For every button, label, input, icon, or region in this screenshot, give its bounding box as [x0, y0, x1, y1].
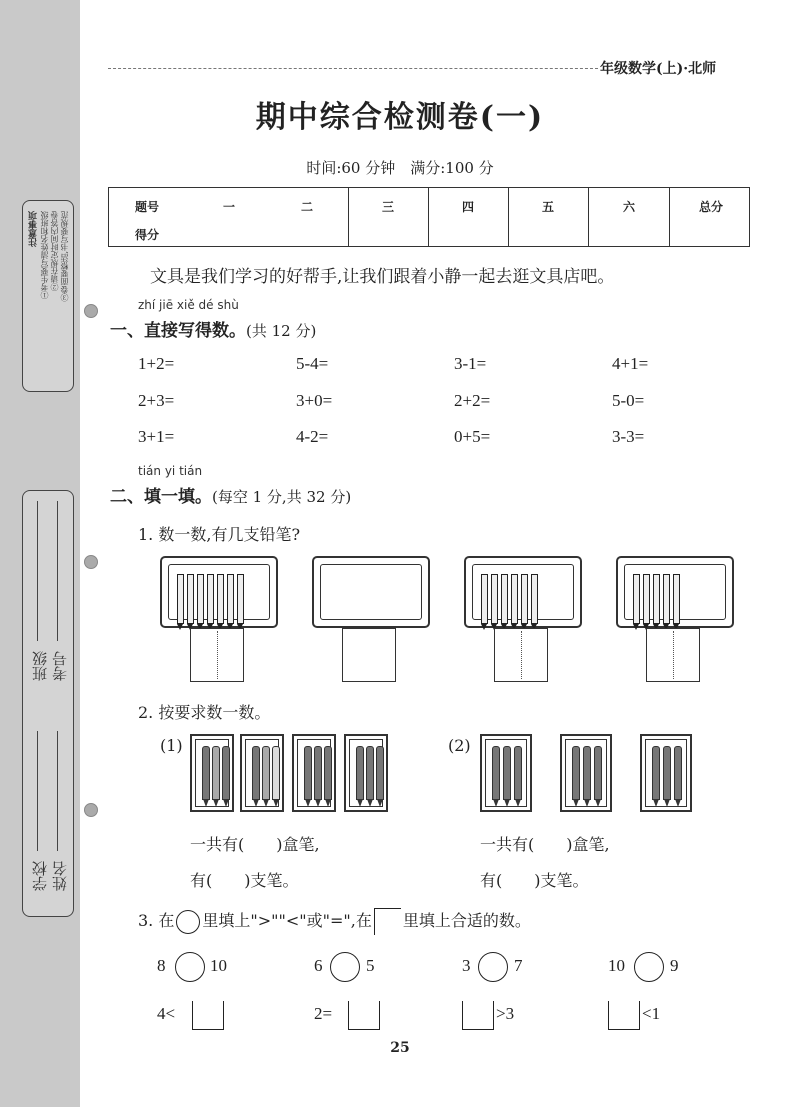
equation: 2+3= — [138, 391, 175, 410]
score-header: 三 — [382, 200, 395, 214]
compare-right: 9 — [670, 956, 679, 975]
score-header: 题号 — [135, 200, 160, 214]
header-dashed-line — [108, 68, 598, 69]
pen-box — [560, 734, 612, 812]
notes-title: 注意事项 — [29, 211, 39, 247]
fill-box[interactable] — [348, 1001, 380, 1030]
score-row-label: 得分 — [135, 228, 160, 242]
pen-icon — [304, 746, 312, 800]
q2-text-a2: 一共有( )盒笔, — [480, 835, 610, 854]
pencil-icon — [633, 574, 640, 624]
question-3: 3. 在 里填上">""<"或"=",在 里填上合适的数。 — [138, 908, 531, 935]
pencil-icon — [187, 574, 194, 624]
box-symbol — [374, 908, 401, 935]
answer-box[interactable] — [190, 628, 244, 682]
time-score-info: 时间:60 分钟 满分:100 分 — [306, 159, 494, 177]
group-label-1: (1) — [160, 736, 183, 755]
pencil-icon — [663, 574, 670, 624]
pen-icon — [272, 746, 280, 800]
equation: 4+1= — [612, 354, 649, 373]
pen-icon — [324, 746, 332, 800]
pen-box — [640, 734, 692, 812]
pencil-icon — [197, 574, 204, 624]
note-1: ①考生要写清姓名和班级 — [40, 211, 49, 299]
equation: 3-1= — [454, 354, 487, 373]
pen-icon — [652, 746, 660, 800]
pencil-tray — [312, 556, 430, 628]
pencil-icon — [653, 574, 660, 624]
number-label: 考号 — [51, 651, 69, 681]
equation: 1+2= — [138, 354, 175, 373]
page-title: 期中综合检测卷(一) — [255, 100, 545, 135]
equation: 5-0= — [612, 391, 645, 410]
class-label: 班级 — [31, 651, 49, 681]
equation: 0+5= — [454, 427, 491, 446]
pen-icon — [572, 746, 580, 800]
intro-text: 文具是我们学习的好帮手,让我们跟着小静一起去逛文具店吧。 — [150, 267, 615, 287]
pencil-icon — [673, 574, 680, 624]
page-number: 25 — [390, 1040, 410, 1056]
pen-icon — [583, 746, 591, 800]
q2-text-b1: 有( )支笔。 — [190, 871, 299, 890]
student-info-box — [22, 490, 74, 917]
pencil-tray — [616, 556, 734, 628]
score-header: 一 — [223, 200, 236, 214]
group-label-2: (2) — [448, 736, 471, 755]
pencil-icon — [521, 574, 528, 624]
pencil-icon — [501, 574, 508, 624]
pen-box — [240, 734, 284, 812]
punch-hole — [84, 803, 98, 817]
pencil-icon — [217, 574, 224, 624]
pen-box — [344, 734, 388, 812]
compare-circle[interactable] — [634, 952, 664, 982]
compare-left: 8 — [157, 956, 166, 975]
pencil-icon — [237, 574, 244, 624]
pen-icon — [222, 746, 230, 800]
score-header: 四 — [462, 200, 475, 214]
fill-before: 4< — [157, 1004, 176, 1023]
punch-hole — [84, 304, 98, 318]
pen-icon — [252, 746, 260, 800]
answer-box[interactable] — [646, 628, 700, 682]
pen-icon — [314, 746, 322, 800]
punch-hole — [84, 555, 98, 569]
equation: 3+0= — [296, 391, 333, 410]
section2-heading: 二、填一填。(每空 1 分,共 32 分) — [110, 487, 352, 507]
pen-icon — [503, 746, 511, 800]
compare-circle[interactable] — [175, 952, 205, 982]
pencil-icon — [227, 574, 234, 624]
fill-after: <1 — [642, 1004, 661, 1023]
score-table — [108, 187, 750, 247]
pen-icon — [262, 746, 270, 800]
score-header: 总分 — [699, 200, 724, 214]
equation: 4-2= — [296, 427, 329, 446]
pencil-icon — [481, 574, 488, 624]
q2-text-a1: 一共有( )盒笔, — [190, 835, 320, 854]
section1-heading: 一、直接写得数。(共 12 分) — [110, 321, 317, 341]
compare-right: 5 — [366, 956, 375, 975]
pen-icon — [212, 746, 220, 800]
answer-box[interactable] — [342, 628, 396, 682]
pen-icon — [514, 746, 522, 800]
compare-left: 10 — [608, 956, 625, 975]
compare-left: 6 — [314, 956, 323, 975]
equation: 3+1= — [138, 427, 175, 446]
pencil-tray — [464, 556, 582, 628]
compare-right: 7 — [514, 956, 523, 975]
pencil-icon — [177, 574, 184, 624]
circle-symbol — [176, 910, 200, 934]
pen-box — [480, 734, 532, 812]
score-header: 五 — [542, 200, 555, 214]
pen-box — [190, 734, 234, 812]
notes-box — [22, 200, 74, 392]
pen-icon — [202, 746, 210, 800]
fill-box[interactable] — [192, 1001, 224, 1030]
fill-box[interactable] — [462, 1001, 494, 1030]
pen-icon — [366, 746, 374, 800]
equation: 3-3= — [612, 427, 645, 446]
school-label: 学校 — [31, 861, 49, 891]
grade-label: 年级数学(上)·北师 — [600, 61, 717, 77]
compare-left: 3 — [462, 956, 471, 975]
score-header: 六 — [623, 200, 636, 214]
section2-pinyin: tián yi tián — [138, 464, 203, 478]
pen-icon — [674, 746, 682, 800]
compare-circle[interactable] — [330, 952, 360, 982]
pencil-icon — [531, 574, 538, 624]
note-3: ③卷面要整洁,书写要规范 — [60, 211, 69, 302]
compare-right: 10 — [210, 956, 227, 975]
question-2: 2. 按要求数一数。 — [138, 703, 271, 722]
name-label: 姓名 — [51, 861, 69, 891]
q2-text-b2: 有( )支笔。 — [480, 871, 589, 890]
pen-icon — [376, 746, 384, 800]
pen-icon — [594, 746, 602, 800]
pen-icon — [356, 746, 364, 800]
score-header: 二 — [301, 200, 314, 214]
pen-icon — [492, 746, 500, 800]
pen-box — [292, 734, 336, 812]
pencil-tray — [160, 556, 278, 628]
compare-circle[interactable] — [478, 952, 508, 982]
fill-before: 2= — [314, 1004, 333, 1023]
question-1: 1. 数一数,有几支铅笔? — [138, 525, 301, 544]
fill-box[interactable] — [608, 1001, 640, 1030]
equation: 5-4= — [296, 354, 329, 373]
section1-pinyin: zhí jiē xiě dé shù — [138, 298, 239, 312]
pencil-icon — [207, 574, 214, 624]
equation: 2+2= — [454, 391, 491, 410]
fill-after: >3 — [496, 1004, 515, 1023]
answer-box[interactable] — [494, 628, 548, 682]
note-2: ②请在规定时间内答卷 — [50, 211, 59, 291]
pen-icon — [663, 746, 671, 800]
pencil-icon — [643, 574, 650, 624]
pencil-icon — [491, 574, 498, 624]
pencil-icon — [511, 574, 518, 624]
